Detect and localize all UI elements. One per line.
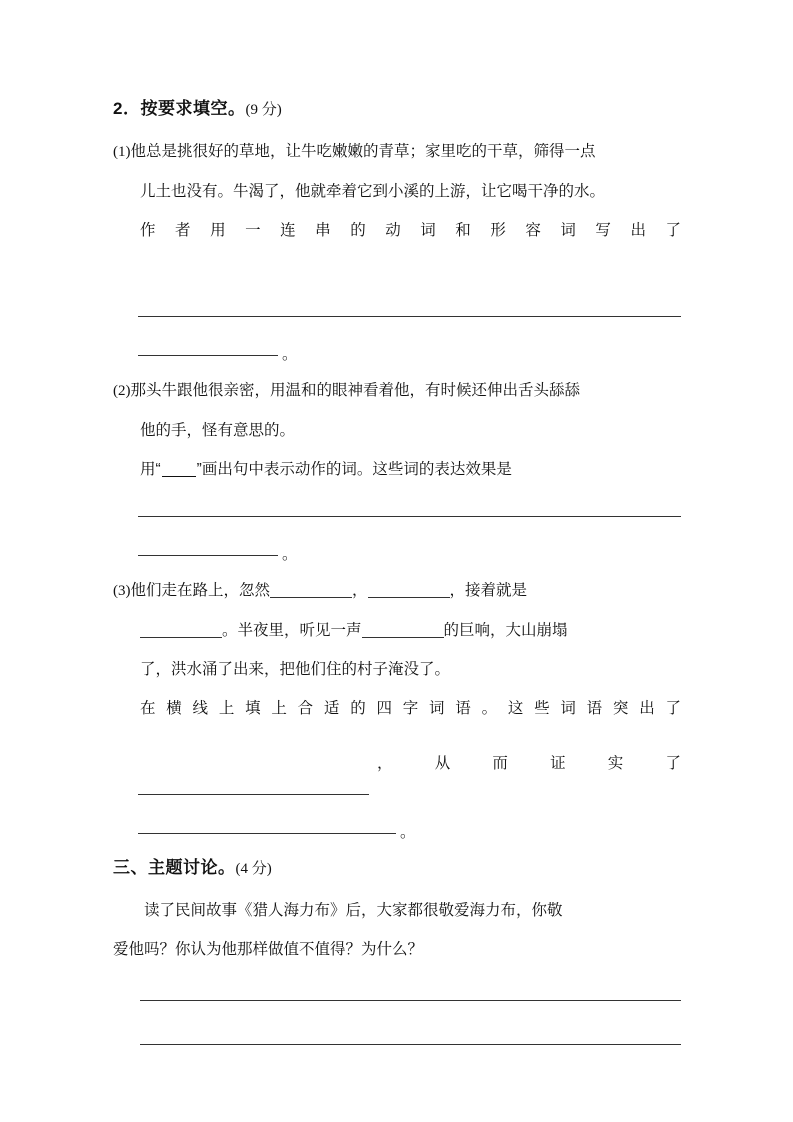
question-3-answer-row-2[interactable]: [113, 806, 681, 845]
section-heading-2: [113, 96, 681, 123]
question-2-answer-row-2[interactable]: [113, 528, 681, 567]
quote-underline-mark: [162, 476, 196, 477]
answer-rule[interactable]: [138, 794, 369, 795]
question-3: [113, 571, 681, 845]
inline-blank-2[interactable]: [368, 597, 450, 598]
question-2-marker: (2): [113, 383, 131, 399]
discussion-paragraph-line-2: 爱他吗？你认为他那样做值不值得？为什么？: [113, 941, 424, 958]
question-1-answer-row-2[interactable]: [113, 328, 681, 367]
question-3-stem-text-2a: 。半夜里，听见一声: [222, 622, 362, 639]
answer-rule[interactable]: [138, 516, 681, 517]
answer-rule[interactable]: [138, 316, 681, 317]
answer-period: 。: [282, 545, 298, 563]
question-3-stem-text-1c: ，接着就是: [449, 582, 528, 599]
question-1-stem-line-1: [113, 132, 681, 172]
page-content: [113, 96, 681, 1061]
question-2-stem-line-2: [113, 411, 681, 450]
question-3-answer-row-1[interactable]: [113, 755, 681, 806]
question-1-answer-row-1[interactable]: [113, 289, 681, 328]
discussion-answer-row-1[interactable]: [113, 969, 681, 1013]
inline-blank-4[interactable]: [362, 637, 444, 638]
answer-rule[interactable]: [140, 1044, 681, 1045]
question-2: [113, 371, 681, 567]
answer-rule[interactable]: [138, 355, 278, 356]
question-1-prompt: 作者用一连串的动词和形容词写出了: [140, 222, 681, 239]
inline-blank-3[interactable]: [140, 637, 222, 638]
question-3-stem-text-3: 了，洪水涌了出来，把他们住的村子淹没了。: [140, 661, 451, 678]
discussion-answer-row-2[interactable]: [113, 1013, 681, 1057]
answer-rule[interactable]: [138, 555, 278, 556]
question-2-answer-row-1[interactable]: [113, 489, 681, 528]
question-2-prompt: [113, 450, 681, 489]
section-heading-2-label: 2．按要求填空。: [113, 99, 246, 118]
section-heading-3-score: (4 分): [235, 861, 272, 877]
question-2-prompt-after: ”画出句中表示动作的词。这些词的表达效果是: [196, 461, 512, 478]
question-1-marker: (1): [113, 144, 131, 160]
question-1-stem-text-2: 儿土也没有。牛渴了，他就牵着它到小溪的上游，让它喝干净的水。: [140, 183, 606, 200]
question-3-prompt: 在横线上填上合适的四字词语。这些词语突出了: [140, 700, 681, 717]
question-3-stem-text-1b: ，: [352, 582, 368, 599]
answer-period: 。: [400, 823, 416, 841]
question-3-stem-text-1a: 他们走在路上，忽然: [130, 582, 271, 599]
section-heading-3: [113, 855, 681, 882]
inline-blank-1[interactable]: [270, 597, 352, 598]
question-3-stem-text-2b: 的巨响，大山崩塌: [443, 622, 568, 639]
answer-rule[interactable]: [138, 833, 396, 834]
question-2-stem-text-1: 那头牛跟他很亲密，用温和的眼神看着他，有时候还伸出舌头舔舔: [130, 382, 581, 399]
answer-period: 。: [282, 345, 298, 363]
question-3-marker: (3): [113, 583, 131, 599]
question-3-stem-line-2: [113, 611, 681, 650]
question-3-stem-line-1: [113, 571, 681, 611]
question-3-answer-tail: ，从而证实了: [377, 755, 681, 772]
discussion-paragraph-line-1: 读了民间故事《猎人海力布》后，大家都很敬爱海力布，你敬: [144, 902, 563, 919]
question-2-prompt-before: 用“: [140, 461, 161, 478]
question-2-stem-line-1: [113, 371, 681, 411]
question-1-stem-text-1: 他总是挑很好的草地，让牛吃嫩嫩的青草；家里吃的干草，筛得一点: [130, 143, 596, 160]
section-heading-2-score: (9 分): [245, 102, 282, 118]
discussion-question: [113, 891, 681, 1057]
question-1-stem-line-2: [113, 172, 681, 211]
section-heading-3-label: 三、主题讨论。: [113, 858, 236, 877]
answer-rule[interactable]: [140, 1000, 681, 1001]
question-2-stem-text-2: 他的手，怪有意思的。: [140, 422, 296, 439]
question-1: [113, 132, 681, 367]
question-3-stem-line-3: [113, 650, 681, 689]
